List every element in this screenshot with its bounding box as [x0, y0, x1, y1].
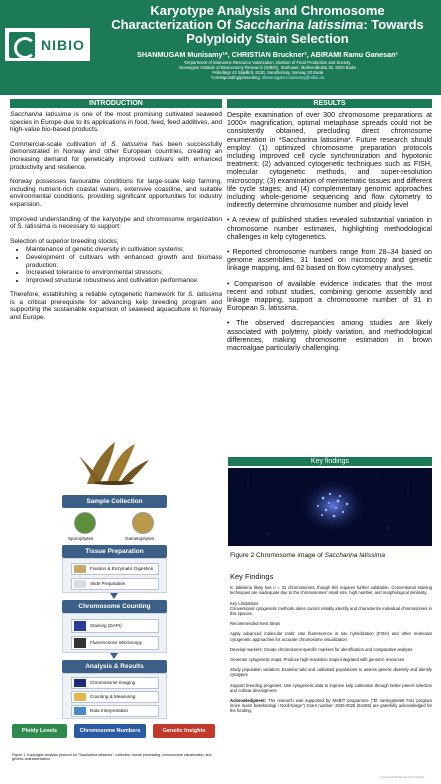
- key-finding-1: S. latissima likely has n = 31 chromosomes, though this requires further validation. Conventional staining techniques are inadequate due to the chromosomes' small size, high number, and morphological similarity.: [230, 585, 432, 596]
- affiliation-1: ¹Department of Biomarine Resource Valorization, Division of Food Production and Society,: [183, 60, 352, 65]
- next-steps-title: Recommended Next Steps: [230, 621, 281, 627]
- acknowledgment: [230, 698, 432, 714]
- intro-species: Saccharina latissima: [10, 111, 71, 118]
- imaging-step: [71, 677, 159, 689]
- poster-header: [0, 0, 441, 95]
- genetic-insights-box: Genetic Insights: [153, 724, 215, 738]
- affiliation-4: [100, 75, 435, 80]
- title-line-2-post: : Towards: [363, 17, 424, 32]
- fluorescence-step: [71, 636, 159, 650]
- counting-label: Counting & Measuring: [90, 694, 136, 699]
- staining-label: Staining (DAPI): [90, 623, 122, 628]
- title-species: Saccharina latissima: [234, 17, 364, 32]
- key-findings-heading: Key findings: [228, 457, 432, 466]
- list-item: • Improved structural robustness and cultivation performance.: [26, 277, 222, 285]
- intro-list-title: Selection of superior breeding stocks;: [10, 237, 119, 245]
- results-paragraph-4: • Comparison of available evidence indicates that the most recent and robust studies, combining genome assembly and linkage mapping, support a chromosome number of 31 in European S. latissima.: [227, 279, 432, 313]
- sample-collection-header: Sample Collection: [62, 495, 167, 508]
- imaging-label: Chromosome Imaging: [90, 680, 136, 685]
- protocol-flowchart: [12, 440, 217, 784]
- microscope-thumb: [74, 638, 86, 648]
- intro-p5-text: is a critical prerequisite for advancing kelp breeding program and supporting the sustainable expansion of seaweed aquaculture in Norway and Europe.: [10, 298, 222, 322]
- affiliation-3: ²Hilleråsgr 42 Skjelbrå, 8130, Sandhornøy, Norway 20 Bodø: [211, 70, 324, 75]
- footer-note: Created with BioRender Poster Builder: [380, 776, 425, 779]
- results-paragraph-5: • The observed discrepancies among studies are likely associated with polyteny, ploidy variation, and methodological differences, making chromosome estimation in brown macroalgae particularly challenging.: [227, 319, 432, 353]
- tissue-preparation-panel: [62, 558, 167, 593]
- intro-p2-text: has been successfully demonstrated in Norway and other European countries, creating an increasing demand for genetically improved cultivars with enhanced productivity and resilience.: [10, 140, 222, 171]
- ack-title: Acknowledgment:: [230, 698, 267, 704]
- intro-p5-pre: Therefore, establishing a reliable cytogenetic framework for: [10, 291, 188, 299]
- figure-2-caption: [230, 552, 385, 559]
- poster-title: [100, 4, 435, 46]
- chromosome-image: [228, 468, 432, 546]
- imaging-thumb: [74, 679, 86, 687]
- counting-thumb: [74, 693, 86, 701]
- chart-thumb: [74, 707, 86, 715]
- nibio-logo-icon: [9, 32, 35, 58]
- sporophyte-image: [74, 512, 96, 534]
- intro-paragraph-1: [10, 111, 222, 134]
- next-step-4: Study population variation: Examine wild and cultivated populations to assess genetic diversity and identify cytotypes: [230, 667, 432, 678]
- fig2-caption-text: Figure 2 Chromosome image of: [230, 552, 325, 559]
- ploidy-levels-box: Ploidy Levels: [12, 724, 67, 738]
- title-line-3: Polyploidy Stain Selection: [186, 31, 349, 46]
- intro-p1-text: is one of the most promising cultivated seaweed species in Europe due to its applications in food, feed, feed additives, and high-value bio-based products.: [10, 111, 223, 134]
- fig2-species: Saccharina latissima: [324, 552, 386, 559]
- chromosome-counting-panel: [62, 613, 167, 653]
- figure-1-caption: Figure 1: Karyotypic analysis protocol for "Saccharina latissima": collection, tissue processing, chromosome visualization, and genetic characterization.: [12, 753, 212, 762]
- gametophytes-label: Gametophytes: [125, 536, 155, 541]
- staining-thumb: [74, 621, 86, 631]
- analysis-results-header: Analysis & Results: [62, 660, 167, 673]
- affiliations: [100, 60, 435, 80]
- intro-paragraph-3: Norway possesses favourable conditions for large-scale kelp farming, including nutrient-rich coastal waters, extensive coastline, and suitable environmental conditions, providing significant opportunities for industry expansion.: [10, 178, 222, 208]
- counting-step: [71, 691, 159, 703]
- slide-prep-step: [71, 578, 159, 590]
- list-item: • Increased tolerance to environmental stressors;: [26, 269, 222, 277]
- fixation-label: Fixation & Enzymatic Digestion: [90, 566, 154, 571]
- logo-text: NIBIO: [41, 36, 85, 53]
- key-limitations: Key Limitations Conventional cytogenetic methods alone cannot reliably identify and characterize individual chromosomes in this species.: [230, 600, 432, 617]
- chromosome-counting-header: Chromosome Counting: [62, 600, 167, 613]
- gametophyte-image: [132, 512, 154, 534]
- results-paragraph-3: • Reported chromosome numbers range from 28–34 based on genome assemblies, 31 based on microscopy and genetic linkage mapping, and 62 based on flow cytometry analyses.: [227, 248, 432, 273]
- title-line-2-pre: Characterization Of: [111, 17, 235, 32]
- results-paragraph-2: • A review of published studies revealed substantial variation in chromosome number estimates, highlighting methodological challenges in kelp cytogenetics.: [227, 216, 432, 241]
- title-line-2: [100, 18, 435, 32]
- fixation-step: [71, 563, 159, 575]
- tissue-preparation-header: Tissue Preparation: [62, 545, 167, 558]
- intro-p5-species: S. latissima: [187, 291, 222, 299]
- key-findings-title: Key Findings: [230, 572, 274, 581]
- intro-list: [26, 246, 222, 284]
- sporophytes-label: Sporophytes: [68, 536, 94, 541]
- list-item: • Development of cultivars with enhanced growth and biomass production;: [26, 254, 222, 269]
- corresponding-label: *corresponding/presenting:: [210, 75, 262, 80]
- intro-p2-species: S. latissima: [111, 140, 148, 148]
- staining-step: [71, 619, 159, 633]
- introduction-body: [10, 111, 222, 329]
- next-step-2: Develop markers: Create chromosome-specific markers for identification and comparative analysis: [230, 646, 413, 652]
- affiliation-2: Norwegian Institute of Bioeconomy Research (NIBIO), Storhuset, Markvedbukta 30, 8020 Bodø: [179, 65, 356, 70]
- kelp-illustration: [77, 440, 152, 485]
- slide-prep-label: Slide Preparation: [90, 581, 126, 586]
- fixation-thumb: [74, 565, 86, 573]
- next-step-3: Generate cytogenetic maps: Produce high-resolution maps integrated with genomic resources: [230, 657, 405, 663]
- title-line-1: Karyotype Analysis and Chromosome: [150, 3, 385, 18]
- introduction-heading: INTRODUCTION: [10, 99, 222, 108]
- chromosome-micrograph: [228, 468, 432, 546]
- arrow-down-icon: [110, 593, 118, 599]
- intro-paragraph-5: [10, 291, 222, 321]
- ack-text: The research was supported by MABIT programme ("Et næringsrettet FoU program innen marin bioteknologi i Nord-Norge") Grant number: 2025-0025 (54406) are gratefully acknowledged for the funding.: [230, 698, 432, 714]
- intro-p2-pre: Commercial-scale cultivation of: [10, 140, 112, 148]
- results-body: [227, 111, 432, 359]
- results-heading: RESULTS: [227, 99, 432, 108]
- analysis-panel: [62, 673, 167, 719]
- arrow-down-icon: [110, 653, 118, 659]
- intro-paragraph-4: Improved understanding of the karyotype and chromosome organization of S. latissima is necessary to support:: [10, 215, 222, 231]
- intro-paragraph-2: [10, 141, 222, 171]
- list-item: • Maintenance of genetic diversity in cultivation systems;: [26, 246, 222, 254]
- corresponding-email-link[interactable]: shanmugam.munisamy@nibio.no: [262, 75, 325, 80]
- chromosome-numbers-box: Chromosome Numbers: [74, 724, 146, 738]
- interpretation-label: Data Interpretation: [90, 708, 129, 713]
- authors: SHANMUGAM Munisamy¹*, CHRISTIAN Bruckner², ABIRAMI Ramu Ganesan¹: [137, 50, 398, 59]
- slide-thumb: [74, 580, 86, 588]
- interpretation-step: [71, 705, 159, 717]
- nibio-logo: [5, 28, 90, 61]
- next-step-1: Apply advanced molecular tools: Use fluorescence in situ hybridization (FISH) and other molecular cytogenetic approaches for accurate chromosome visualization: [230, 631, 432, 642]
- fluorescence-label: Fluorescence Microscopy: [90, 640, 143, 645]
- key-findings-body: [230, 574, 432, 719]
- results-paragraph-1: Despite examination of over 300 chromosome preparations at 1000× magnification, optimal metaphase spreads could not be consistently obtained, precluding direct chromosome enumeration in *Saccharina latissima*. Future research should employ: (1) optimized chromosome preparation protocols including improved cell cycle synchronization and hypotonic treatment; (2) advanced cytogenetic techniques such as FISH, molecular cytogenetic methods, and super-resolution microscopy; (3) examination of meristematic tissues and different life cycle stages; and (4) complementary genomic approaches including whole-genome sequencing and flow cytometry to indirectly determine chromosome number and ploidy level: [227, 111, 432, 210]
- next-step-5: Support breeding programs: Use cytogenetic data to improve kelp cultivation through better parent selection and cultivar development: [230, 682, 432, 693]
